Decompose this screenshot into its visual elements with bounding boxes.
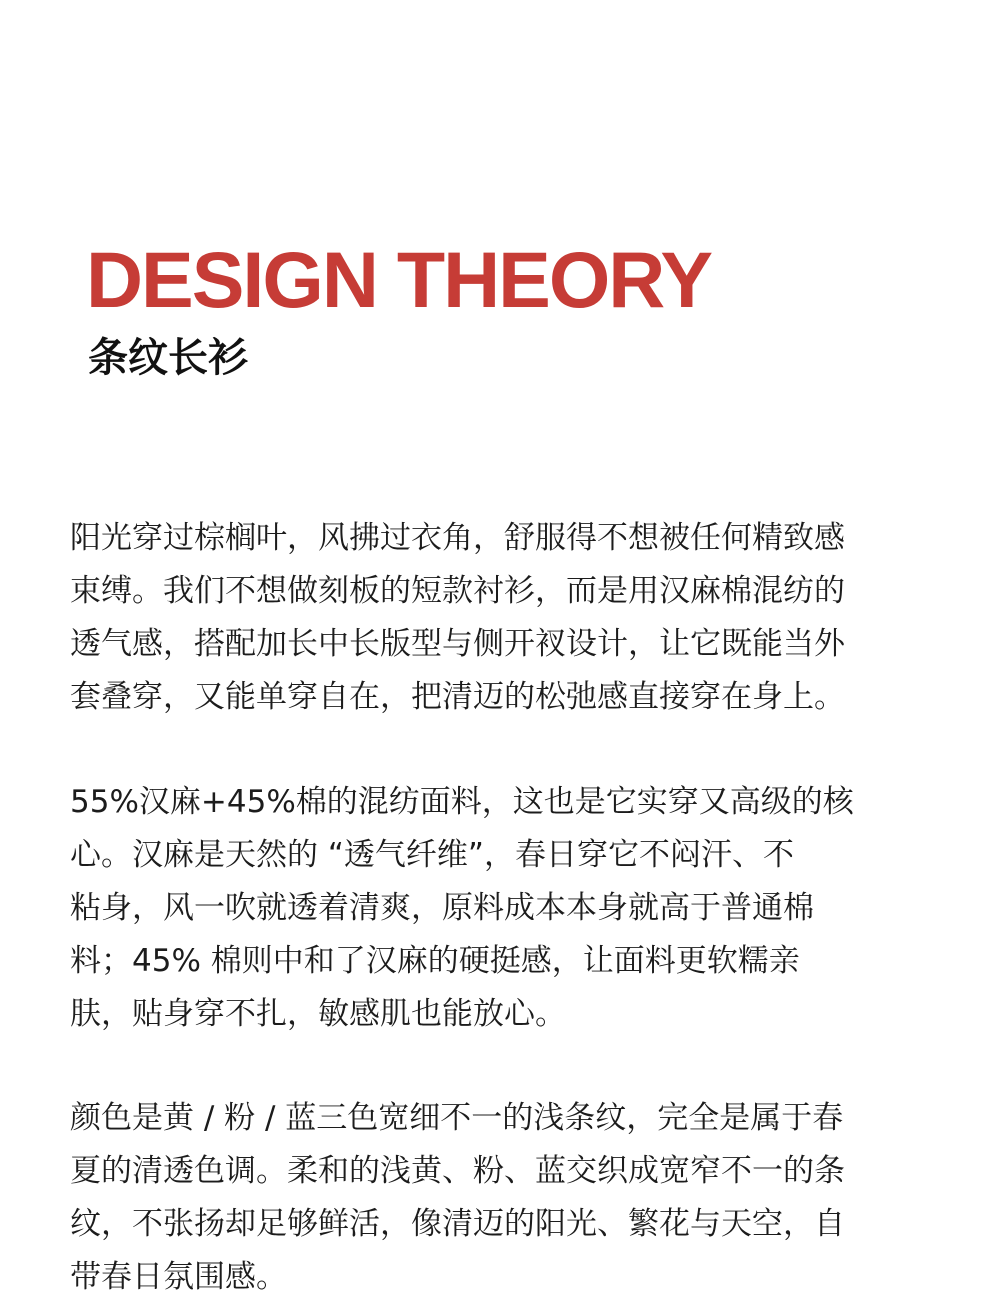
paragraph-line: 透气感，搭配加长中长版型与侧开衩设计，让它既能当外 <box>70 626 845 662</box>
paragraph-line: 心。汉麻是天然的 “透气纤维”，春日穿它不闷汗、不 <box>70 837 794 873</box>
paragraph-line: 55%汉麻+45%棉的混纺面料，这也是它实穿又高级的核 <box>70 784 854 820</box>
page-title: DESIGN THEORY <box>86 235 712 324</box>
page-subtitle: 条纹长衫 <box>88 335 248 381</box>
paragraph-line: 肤，贴身穿不扎，敏感肌也能放心。 <box>70 996 566 1032</box>
paragraph-line: 带春日氛围感。 <box>70 1259 287 1295</box>
paragraph-design-intro <box>70 512 930 724</box>
paragraph-line: 套叠穿，又能单穿自在，把清迈的松弛感直接穿在身上。 <box>70 679 845 715</box>
paragraph-fabric <box>70 776 930 1041</box>
paragraph-line: 粘身，风一吹就透着清爽，原料成本本身就高于普通棉 <box>70 890 814 926</box>
paragraph-line: 纹，不张扬却足够鲜活，像清迈的阳光、繁花与天空，自 <box>70 1206 845 1242</box>
paragraph-line: 料；45% 棉则中和了汉麻的硬挺感，让面料更软糯亲 <box>70 943 800 979</box>
paragraph-color <box>70 1092 930 1304</box>
paragraph-line: 阳光穿过棕榈叶，风拂过衣角，舒服得不想被任何精致感 <box>70 520 845 556</box>
paragraph-line: 颜色是黄 / 粉 / 蓝三色宽细不一的浅条纹，完全是属于春 <box>70 1100 844 1136</box>
paragraph-line: 束缚。我们不想做刻板的短款衬衫，而是用汉麻棉混纺的 <box>70 573 845 609</box>
paragraph-line: 夏的清透色调。柔和的浅黄、粉、蓝交织成宽窄不一的条 <box>70 1153 845 1189</box>
